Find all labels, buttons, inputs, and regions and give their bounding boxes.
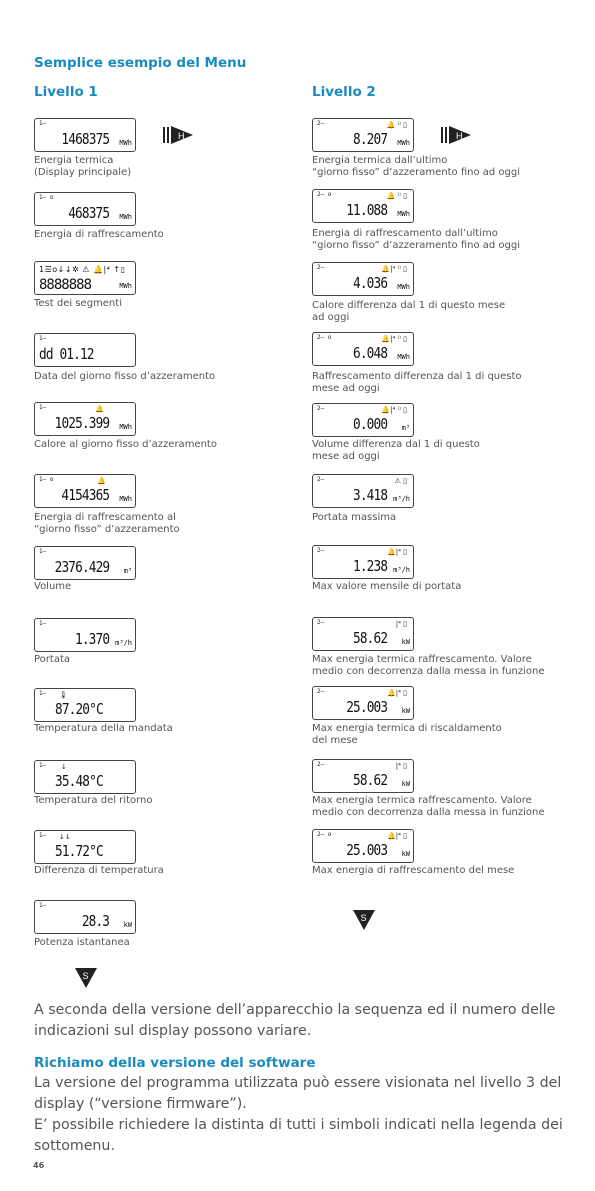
display-caption: Max valore mensile di portata (312, 581, 462, 592)
status-icons: |⁴ ▯ (395, 620, 407, 628)
bell-icon: 🔔 (95, 405, 104, 413)
software-heading: Richiamo della versione del software (34, 1055, 316, 1071)
lcd-display: 2— 🔔|⁴ ▯ 1.238 m³/h (312, 545, 414, 579)
lcd-display: 1— 1468375 MWh (34, 118, 136, 152)
display-caption: Volume (34, 581, 72, 592)
s-button-arrow-icon (353, 910, 375, 930)
display-caption: Max energia termica raffrescamento. Valore medio con decorrenza dalla messa in funzione (312, 654, 545, 677)
display-caption: Test dei segmenti (34, 298, 122, 309)
lcd-display: 1— ↓↓ 51.72°C (34, 830, 136, 864)
lcd-display: 2— |⁴ ▯ 58.62 kW (312, 617, 414, 651)
lcd-display: 1— o 🔔 4154365 MWh (34, 474, 136, 508)
h-button-arrow-icon (441, 126, 471, 144)
lcd-display: 2— 🔔|⁴ ▯ 25.003 kW (312, 686, 414, 720)
svg-text:H: H (456, 131, 463, 141)
double-arrow-down-icon: ↓↓ (59, 833, 71, 841)
display-caption: Max energia termica di riscaldamento del mese (312, 723, 502, 746)
display-caption: Energia termica (Display principale) (34, 155, 132, 178)
lcd-display: 2— 🔔|⁴ ⁾⁾ ▯ 0.000 m³ (312, 403, 414, 437)
arrow-down-icon: ↓ (61, 763, 67, 771)
lcd-display: 1— ↓ 35.48°C (34, 760, 136, 794)
lcd-display: 1— 2376.429 m³ (34, 546, 136, 580)
display-caption: Calore differenza dal 1 di questo mese ad oggi (312, 300, 506, 323)
lcd-display: 1— dd 01.12 (34, 333, 136, 367)
display-caption: Calore al giorno fisso d’azzeramento (34, 439, 217, 450)
display-caption: Energia di raffrescamento al “giorno fisso” d’azzeramento (34, 512, 180, 535)
display-caption: Differenza di temperatura (34, 865, 164, 876)
bell-icon: 🔔 (97, 477, 106, 485)
software-paragraph: La versione del programma utilizzata può essere visionata nel livello 3 del display (“versione firmware”). E’ possibile richiedere la distinta di tutti i simboli indicati nella legenda dei sottomenu. (34, 1075, 563, 1154)
display-caption: Energia di raffrescamento (34, 229, 164, 240)
display-caption: Temperatura della mandata (34, 723, 173, 734)
svg-text:S: S (360, 913, 367, 923)
display-caption: Portata massima (312, 512, 397, 523)
level2-heading: Livello 2 (312, 84, 376, 100)
thermometer-icon: 🌡 (59, 691, 68, 699)
version-note: A seconda della versione dell’apparecchio la sequenza ed il numero delle indicazioni sul display possono variare. (34, 1002, 556, 1039)
s-button-arrow-icon (75, 968, 97, 988)
display-caption: Energia termica dall’ultimo “giorno fisso” d’azzeramento fino ad oggi (312, 155, 521, 178)
svg-text:S: S (82, 971, 89, 981)
display-caption: Raffrescamento differenza dal 1 di questo mese ad oggi (312, 371, 522, 394)
status-icons: 🔔|⁴ ⁾⁾ ▯ (381, 406, 407, 414)
display-caption: Portata (34, 654, 71, 665)
lcd-display: 2— o 🔔|⁴ ▯ 25.003 kW (312, 829, 414, 863)
lcd-display: 1— o 468375 MWh (34, 192, 136, 226)
status-icons: |⁴ ▯ (395, 762, 407, 770)
display-caption: Max energia termica raffrescamento. Valore medio con decorrenza dalla messa in funzione (312, 795, 545, 818)
display-caption: Data del giorno fisso d’azzeramento (34, 371, 216, 382)
status-icons: 🔔|⁴ ▯ (387, 548, 407, 556)
level1-heading: Livello 1 (34, 84, 98, 100)
status-icons: 🔔|⁴ ⁾⁾ ▯ (381, 265, 407, 273)
lcd-display: 2— ⚠ ▯ 3.418 m³/h (312, 474, 414, 508)
status-icons: 🔔|⁴ ⁾⁾ ▯ (381, 335, 407, 343)
lcd-display: 1— 🌡 87.20°C (34, 688, 136, 722)
svg-text:H: H (178, 131, 185, 141)
menu-title: Semplice esempio del Menu (34, 55, 247, 71)
status-icons: 🔔|⁴ ▯ (387, 832, 407, 840)
lcd-display: 2— o 🔔 ⁾⁾ ▯ 11.088 MWh (312, 189, 414, 223)
lcd-display: 2— 🔔 ⁾⁾ ▯ 8.207 MWh (312, 118, 414, 152)
status-icons: 🔔 ⁾⁾ ▯ (386, 192, 407, 200)
display-caption: Potenza istantanea (34, 937, 130, 948)
status-icons: 🔔|⁴ ▯ (387, 689, 407, 697)
display-caption: Max energia di raffrescamento del mese (312, 865, 515, 876)
lcd-display: 2— o 🔔|⁴ ⁾⁾ ▯ 6.048 MWh (312, 332, 414, 366)
lcd-display: 2— 🔔|⁴ ⁾⁾ ▯ 4.036 MWh (312, 262, 414, 296)
lcd-display: 1☰o↓↓✲ ⚠ 🔔|⁴ ↑▯ 8888888 MWh (34, 261, 136, 295)
lcd-display: 2— |⁴ ▯ 58.62 kW (312, 759, 414, 793)
page-number: 46 (33, 1161, 45, 1170)
status-icons: 🔔 ⁾⁾ ▯ (386, 121, 407, 129)
display-caption: Volume differenza dal 1 di questo mese ad oggi (312, 439, 480, 462)
lcd-display: 1— 🔔 1025.399 MWh (34, 402, 136, 436)
display-caption: Energia di raffrescamento dall’ultimo “giorno fisso” d’azzeramento fino ad oggi (312, 228, 521, 251)
lcd-display: 1— 1.370 m³/h (34, 618, 136, 652)
display-caption: Temperatura del ritorno (34, 795, 153, 806)
h-button-arrow-icon (163, 126, 193, 144)
lcd-display: 1— 28.3 kW (34, 900, 136, 934)
status-icons: ⚠ ▯ (394, 477, 407, 485)
